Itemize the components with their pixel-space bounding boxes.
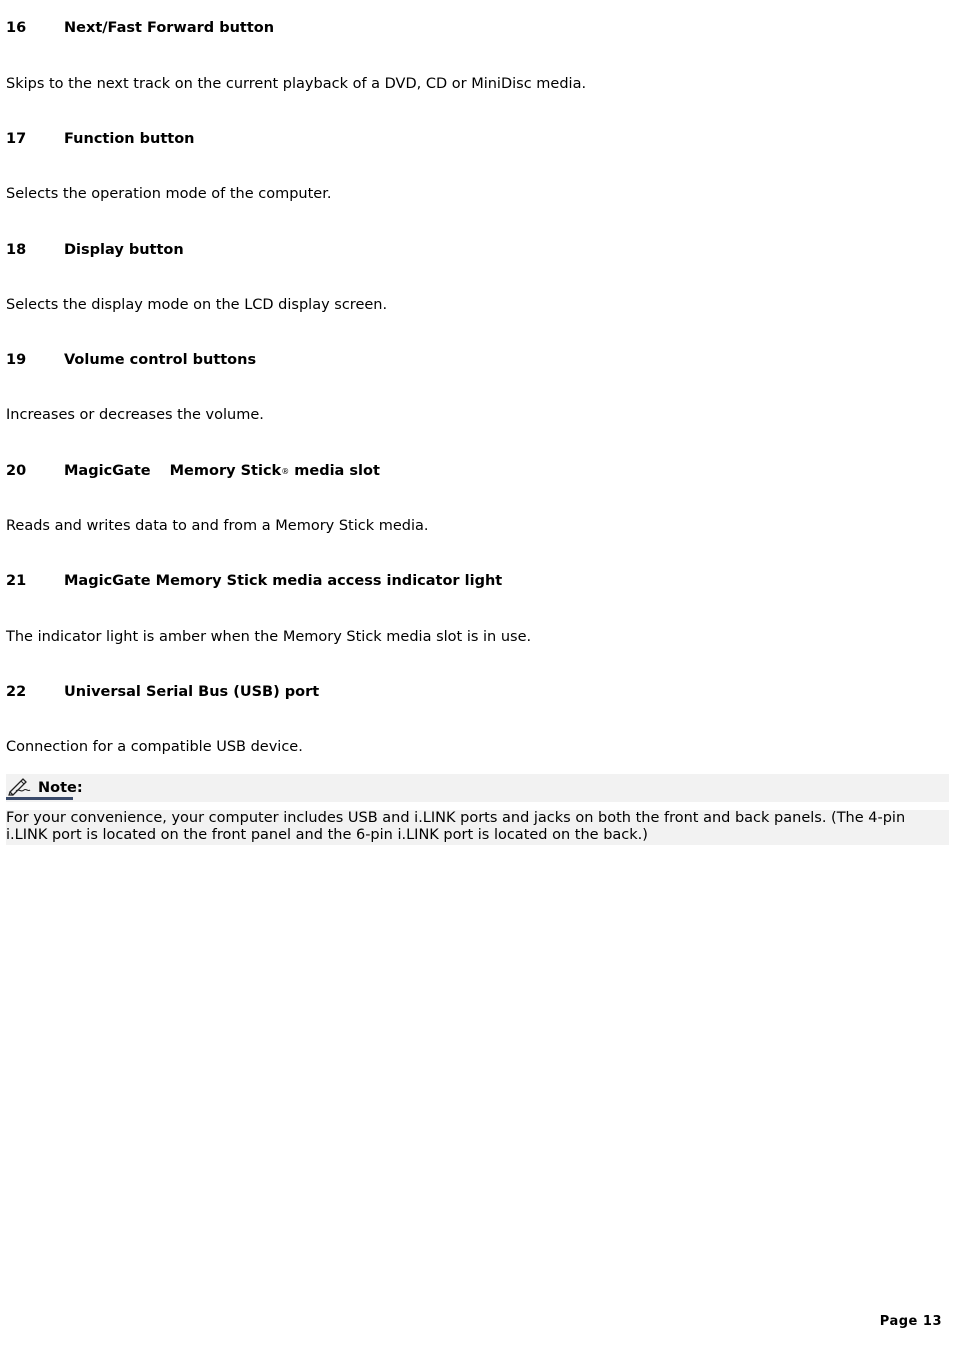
- page-number: Page 13: [879, 1314, 942, 1329]
- item-title: MagicGate Memory Stick media access indicator light: [64, 573, 503, 589]
- item-description-18: Selects the display mode on the LCD display screen.: [6, 297, 388, 313]
- item-number: 22: [6, 684, 27, 700]
- note-label: Note:: [38, 780, 83, 796]
- item-description-22: Connection for a compatible USB device.: [6, 739, 303, 755]
- item-heading-22: [6, 682, 319, 702]
- item-title: Function button: [64, 131, 195, 147]
- item-description-17: Selects the operation mode of the computer.: [6, 186, 332, 202]
- item-title-part2: Memory Stick: [169, 463, 282, 479]
- item-title-part1: MagicGate: [64, 463, 151, 479]
- item-heading-17: [6, 129, 195, 149]
- item-title-part3: media slot: [289, 463, 380, 479]
- item-title: Universal Serial Bus (USB) port: [64, 684, 320, 700]
- pen-writing-icon: [7, 776, 31, 796]
- item-description-20: Reads and writes data to and from a Memory Stick media.: [6, 518, 429, 534]
- item-heading-20: [6, 461, 380, 482]
- item-heading-16: [6, 18, 274, 38]
- item-heading-18: [6, 240, 184, 260]
- item-number: 18: [6, 242, 27, 258]
- item-number: 20: [6, 463, 27, 479]
- item-number: 16: [6, 20, 27, 36]
- item-number: 21: [6, 573, 27, 589]
- item-heading-19: [6, 350, 256, 370]
- item-number: 17: [6, 131, 27, 147]
- item-title: Volume control buttons: [64, 352, 257, 368]
- item-title: Next/Fast Forward button: [64, 20, 275, 36]
- item-description-21: The indicator light is amber when the Memory Stick media slot is in use.: [6, 629, 532, 645]
- item-description-19: Increases or decreases the volume.: [6, 407, 264, 423]
- item-title: Display button: [64, 242, 184, 258]
- item-description-16: Skips to the next track on the current playback of a DVD, CD or MiniDisc media.: [6, 76, 587, 92]
- item-heading-21: [6, 571, 502, 591]
- note-text: For your convenience, your computer includes USB and i.LINK ports and jacks on both the front and back panels. (The 4-pin i.LINK port is located on the front panel and the 6-pin i.LINK port is located on the back.): [6, 810, 949, 845]
- note-header: [6, 774, 949, 802]
- item-number: 19: [6, 352, 27, 368]
- registered-mark: ®: [281, 467, 290, 476]
